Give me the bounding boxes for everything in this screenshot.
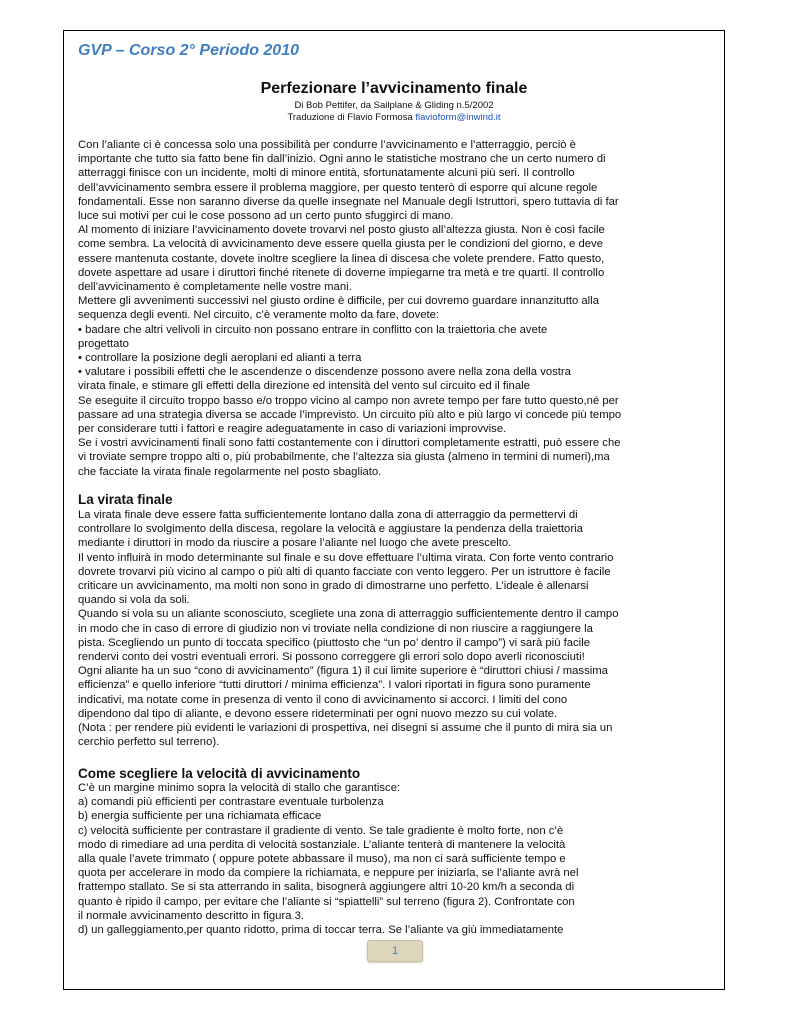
text-line: pista. Scegliendo un punto di toccata specifico (piuttosto che “un po’ dentro il campo”) vi sarà più facile (78, 636, 590, 649)
text-line: mediante i diruttori in modo da riuscire a posare l’aliante nel luogo che avete prescelto. (78, 537, 512, 550)
text-line: essere mantenuta costante, dovete inoltre scegliere la linea di discesa che volete prendere. Fatto questo, (78, 252, 605, 265)
text-line: • controllare la posizione degli aeroplani ed alianti a terra (78, 352, 362, 365)
text-line: d) un galleggiamento,per quanto ridotto, prima di toccar terra. Se l’aliante va giù immediatamente (78, 924, 564, 937)
translator-email-link[interactable]: flavioform@inwind.it (415, 112, 501, 123)
text-line: controllare lo svolgimento della discesa, regolare la velocità e aggiustare la pendenza della traiettoria (78, 523, 583, 536)
text-line: • valutare i possibili effetti che le ascendenze o discendenze possono avere nella zona della vostra (78, 366, 571, 379)
text-line: • badare che altri velivoli in circuito non possano entrare in conflitto con la traiettoria che avete (78, 323, 548, 336)
text-line: cerchio perfetto sul terreno). (78, 736, 220, 749)
velocita-section (78, 781, 698, 937)
text-line: Quando si vola su un aliante sconosciuto, scegliete una zona di atterraggio sufficientemente dentro il campo (78, 608, 619, 621)
section-heading-velocita: Come scegliere la velocità di avvicinamento (78, 766, 361, 781)
text-line: importante che tutto sia fatto bene fin dall’inizio. Ogni anno le statistiche mostrano che un certo numero di (78, 153, 606, 166)
text-line: La virata finale deve essere fatta sufficientemente lontano dalla zona di atterraggio da permettervi di (78, 509, 578, 521)
text-line: frattempo stallato. Se si sta atterrando in salita, bisognerà aggiungere altri 10-20 km/h a seconda di (78, 881, 575, 894)
text-line: virata finale, e stimare gli effetti della direzione ed intensità del vento sul circuito ed il finale (78, 380, 530, 393)
section-heading-virata-finale: La virata finale (78, 492, 173, 507)
text-line: quota per accelerare in modo da compiere la richiamata, e neppure per iniziarla, se l’aliante avrà nel (78, 867, 579, 880)
document-header: GVP – Corso 2° Periodo 2010 (78, 42, 299, 59)
text-line: a) comandi più efficienti per contrastare eventuale turbolenza (78, 796, 384, 809)
text-line: luce sui motivi per cui le cose possono ad un certo punto sfuggirci di mano. (78, 210, 454, 223)
text-line: Il vento influirà in modo determinante sul finale e su dove effettuare l’ultima virata. Con forte vento contrario (78, 551, 614, 564)
text-line: criticare un avvicinamento, ma molti non sono in grado di dimostrarne uno perfetto. L’ideale è allenarsi (78, 580, 589, 593)
text-line: efficienza” e quello inferiore “tutti diruttori / minima efficienza”. I valori riportati in figura sono puramente (78, 679, 591, 692)
text-line: per considerare tutti i fattori e reagire adeguatamente in caso di variazioni improvvise. (78, 423, 507, 436)
text-line: dipendono dal tipo di aliante, e devono essere rideterminati per ogni nuovo mezzo su cui volate. (78, 707, 558, 720)
text-line: vi troviate sempre troppo alti o, più probabilmente, che l’altezza sia giusta (almeno in termini di numeri),ma (78, 451, 610, 464)
text-line: b) energia sufficiente per una richiamata efficace (78, 810, 322, 823)
text-line: dovrete trovarvi più vicino al campo o più alti di quanto facciate con vento leggero. Per un istruttore è facile (78, 565, 611, 578)
text-line: indicativi, ma notate come in presenza di vento il cono di avvicinamento si accorci. I limiti del cono (78, 693, 568, 706)
translator-text: Traduzione di Flavio Formosa (287, 112, 416, 123)
author-line: Di Bob Pettifer, da Sailplane & Gliding n.5/2002 (294, 100, 494, 111)
text-line: atterraggi finisce con un incidente, molti di minore entità, sfortunatamente alcuni più seri. Il controllo (78, 167, 575, 180)
text-line: il normale avvicinamento descritto in figura 3. (78, 909, 305, 922)
text-line: C’è un margine minimo sopra la velocità di stallo che garantisce: (78, 782, 401, 794)
text-line: sequenza degli eventi. Nel circuito, c’è veramente molto da fare, dovete: (78, 309, 440, 322)
text-line: rendervi conto dei vostri eventuali errori. Si possono correggere gli errori solo dopo averli riconosciuti! (78, 651, 585, 664)
text-line: dell’avvicinamento è completamente nelle vostre mani. (78, 281, 352, 294)
translator-line (63, 112, 725, 123)
text-line: passare ad una strategia diversa se accade l’imprevisto. Un circuito più alto e più largo vi concede più tempo (78, 408, 622, 421)
document-title: Perfezionare l’avvicinamento finale (260, 80, 528, 97)
text-line: Mettere gli avvenimenti successivi nel giusto ordine è difficile, per cui dovremo guardare innanzitutto alla (78, 295, 599, 308)
text-line: fondamentali. Esse non saranno diverse da quelle insegnate nel Manuale degli Istruttori, spero tuttavia di far (78, 195, 619, 208)
text-line: c) velocità sufficiente per contrastare il gradiente di vento. Se tale gradiente è molto forte, non c’è (78, 824, 564, 837)
text-line: dovete aspettare ad usare i diruttori finché ritenete di doverne impiegarne tra metà e tre quarti. Il controllo (78, 266, 605, 279)
text-line: come sembra. La velocità di avvicinamento deve essere quella giusta per le condizioni del giorno, e deve (78, 238, 603, 251)
text-line: modo di rimediare ad una perdita di velocità sostanziale. L’aliante tenterà di mantenere la velocità (78, 838, 566, 851)
text-line: dell’avvicinamento sembra essere il problema maggiore, per questo tenterò di esporre qui alcune regole (78, 181, 598, 194)
text-line: progettato (78, 337, 129, 350)
text-line: alla quale l’avete trimmato ( oppure potete abbassare il muso), ma non ci sarà sufficiente tempo e (78, 853, 566, 866)
text-line: quanto è ripido il campo, per evitare che l’aliante si “spiattelli” sul terreno (figura 2). Confrontate con (78, 895, 575, 908)
page-number-badge: 1 (367, 940, 423, 962)
text-line: Con l’aliante ci è concessa solo una possibilità per condurre l’avvicinamento e l’atterraggio, perciò è (78, 139, 576, 151)
text-line: quando si vola da soli. (78, 594, 190, 607)
text-line: Se eseguite il circuito troppo basso e/o troppo vicino al campo non avrete tempo per fare tutto questo,né per (78, 394, 619, 407)
text-line: Al momento di iniziare l’avvicinamento dovete trovarvi nel posto giusto all’altezza giusta. Non è così facile (78, 224, 605, 237)
virata-finale-section (78, 508, 698, 749)
text-line: in modo che in caso di errore di giudizio non vi troviate nella condizione di non riuscire a raggiungere la (78, 622, 593, 635)
text-line: Se i vostri avvicinamenti finali sono fatti costantemente con i diruttori completamente estratti, può essere che (78, 437, 621, 450)
text-line: Ogni aliante ha un suo “cono di avvicinamento” (figura 1) il cui limite superiore è “diruttori chiusi / massima (78, 665, 608, 678)
intro-section (78, 138, 698, 479)
text-line: (Nota : per rendere più evidenti le variazioni di prospettiva, nei disegni si assume che il punto di mira sia un (78, 722, 613, 735)
text-line: che facciate la virata finale regolarmente nel posto sbagliato. (78, 465, 382, 478)
